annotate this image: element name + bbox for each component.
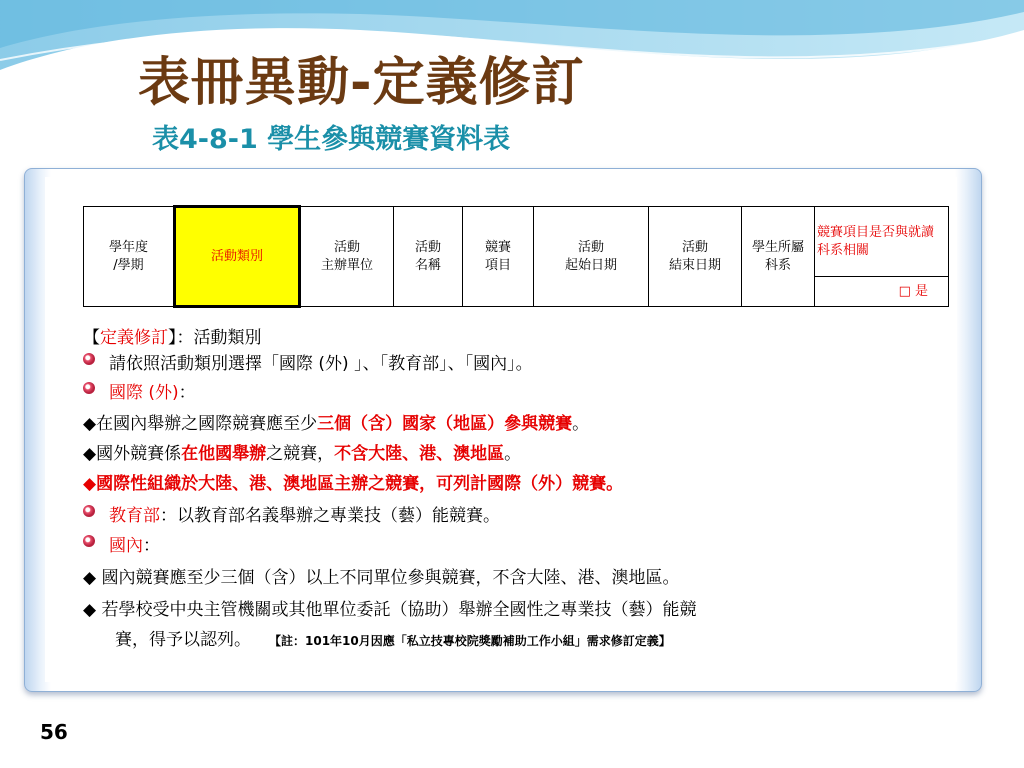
bullet-icon — [83, 505, 95, 517]
content-inner — [45, 177, 957, 682]
moe-definition: 教育部：以教育部名義舉辦之專業技（藝）能競賽。 — [109, 506, 500, 526]
page-subtitle: 表4-8-1 學生參與競賽資料表 — [152, 124, 511, 155]
page-title: 表冊異動-定義修訂 — [138, 53, 585, 113]
intl-rule-2: ◆國外競賽係在他國舉辦之競賽，不含大陸、港、澳地區。 — [83, 444, 522, 464]
page-number: 56 — [40, 720, 68, 744]
bullet-icon — [83, 382, 95, 394]
intl-rule-1: ◆在國內舉辦之國際競賽應至少三個（含）國家（地區）參與競賽。 — [83, 414, 590, 434]
col-header-event: 競賽 項目 — [463, 207, 534, 307]
col-header-organizer: 活動 主辦單位 — [300, 207, 394, 307]
col-header-start-date: 活動 起始日期 — [534, 207, 649, 307]
bullet-icon — [83, 535, 95, 547]
col-header-activity-name: 活動 名稱 — [394, 207, 463, 307]
col-header-end-date: 活動 結束日期 — [649, 207, 742, 307]
domestic-rule-2: ◆ 若學校受中央主管機關或其他單位委託（協助）舉辦全國性之專業技（藝）能競 — [83, 600, 697, 620]
competition-table — [83, 205, 949, 308]
content-panel — [24, 168, 982, 692]
bullet-icon — [83, 353, 95, 365]
international-label: 國際 (外)： — [109, 383, 196, 403]
instruction-text: 請依照活動類別選擇「國際 (外) 」、「教育部」、「國內」。 — [109, 354, 533, 374]
intl-rule-3: ◆國際性組織於大陸、港、澳地區主辦之競賽，可列計國際（外）競賽。 — [83, 474, 624, 494]
related-checkbox-yes[interactable]: □ 是 — [815, 277, 949, 307]
domestic-rule-2-cont: 賽，得予以認列。 【註：101年10月因應「私立技專校院獎勵補助工作小組」需求修訂定義】 — [115, 630, 671, 650]
revision-note: 【註：101年10月因應「私立技專校院獎勵補助工作小組」需求修訂定義】 — [275, 634, 671, 648]
domestic-rule-1: ◆ 國內競賽應至少三個（含）以上不同單位參與競賽，不含大陸、港、澳地區。 — [83, 568, 680, 588]
col-header-activity-type: 活動類別 — [175, 207, 300, 307]
domestic-label: 國內： — [109, 536, 160, 556]
col-header-year: 學年度 /學期 — [84, 207, 175, 307]
col-header-department: 學生所屬 科系 — [742, 207, 815, 307]
col-header-related: 競賽項目是否與就讀科系相關 — [815, 207, 949, 277]
definition-heading: 【定義修訂】：活動類別 — [83, 328, 262, 348]
